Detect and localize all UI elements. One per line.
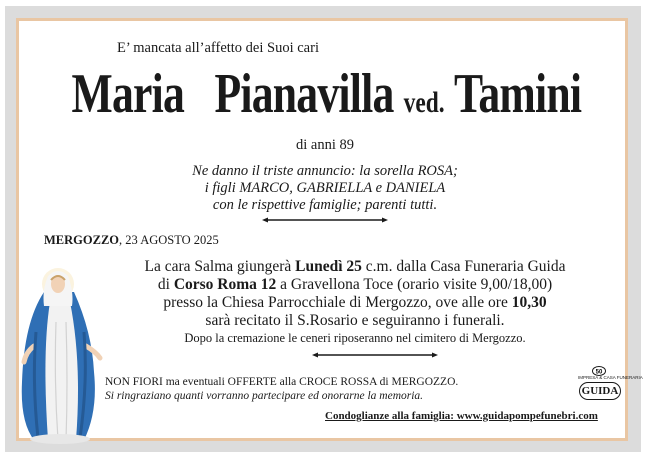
condolences-link[interactable]: Condoglianze alla famiglia: www.guidapompefunebri.com: [325, 410, 598, 422]
ved-label: ved.: [403, 86, 445, 119]
body-line: Dopo la cremazione le ceneri riposeranno nel cimitero di Mergozzo.: [184, 331, 526, 345]
funeral-home-logo: [578, 368, 643, 408]
place-date: [44, 233, 219, 248]
logo-word: GUIDA: [579, 382, 621, 400]
age-text: di anni 89: [296, 137, 354, 153]
no-flowers-text: NON FIORI ma eventuali OFFERTE alla CROCE ROSSA di MERGOZZO.: [105, 376, 459, 388]
body-line: presso la Chiesa Parrocchiale di Mergozzo, ove alle ore 10,30: [163, 294, 547, 311]
ornament-divider: [312, 352, 438, 358]
date: , 23 AGOSTO 2025: [119, 233, 219, 247]
married-name: Tamini: [453, 63, 582, 125]
ornament-divider: [262, 217, 388, 223]
logo-caption: IMPRESA & CASA FUNERARIA: [578, 375, 643, 380]
body-line: di Corso Roma 12 a Gravellona Toce (orario visite 9,00/18,00): [157, 276, 553, 293]
announcement-line: Ne danno il triste annuncio: la sorella ROSA;: [192, 163, 458, 179]
body-line: La cara Salma giungerà Lunedì 25 c.m. dalla Casa Funeraria Guida: [144, 258, 566, 275]
surname: Pianavilla: [214, 63, 394, 125]
thanks-text: Si ringraziano quanti vorranno partecipare ed onorarne la memoria.: [105, 390, 424, 402]
first-name: Maria: [71, 63, 185, 125]
deceased-name: [71, 62, 582, 126]
body-line: sarà recitato il S.Rosario e seguiranno i funerali.: [205, 312, 505, 329]
place: MERGOZZO: [44, 233, 120, 247]
announcement-line: i figli MARCO, GABRIELLA e DANIELA: [204, 180, 446, 196]
madonna-figure-icon: [14, 262, 110, 444]
badge-number: 50: [595, 369, 603, 376]
announcement-line: con le rispettive famiglie; parenti tutti.: [212, 197, 438, 213]
intro-text: E’ mancata all’affetto dei Suoi cari: [117, 40, 319, 56]
